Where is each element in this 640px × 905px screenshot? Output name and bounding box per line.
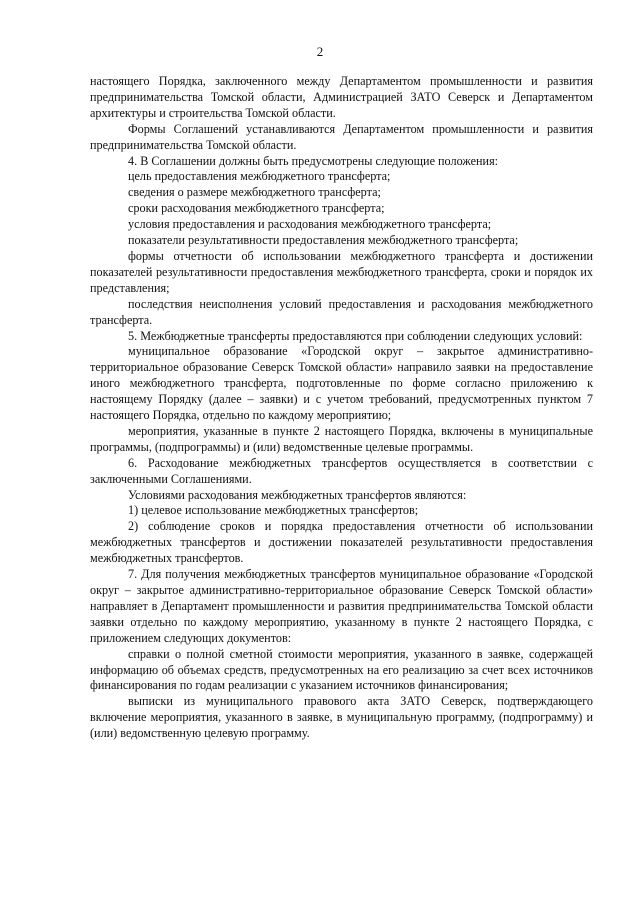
paragraph: 7. Для получения межбюджетных трансфертов муниципальное образование «Городской округ – закрытое административно-территориальное образование Северск Томской области» направляет в Департамент промышленности и развития предпринимательства Томской области заявки отдельно по каждому мероприятию, указанному в пункте 2 настоящего Порядка, с приложением следующих документов: [90,567,593,645]
paragraph: муниципальное образование «Городской округ – закрытое административно-территориальное образование Северск Томской области» направило заявки на предоставление иного межбюджетного трансферта, подготовленные по форме согласно приложению к настоящему Порядку (далее – заявки) и с учетом требований, предусмотренных пунктом 7 настоящего Порядка, отдельно по каждому мероприятию; [90,344,593,423]
paragraph: цель предоставления межбюджетного трансферта; [128,169,391,184]
paragraph: справки о полной сметной стоимости мероприятия, указанного в заявке, содержащей информацию об объемах средств, предусмотренных на его реализацию за счет всех источников финансирования по годам реализации с указанием источников финансирования; [90,646,593,693]
paragraph: выписки из муниципального правового акта ЗАТО Северск, подтверждающего включение мероприятия, указанного в заявке, в муниципальную программу, (подпрограмму) и (или) ведомственную целевую программу. [90,694,593,741]
document-body [90,74,593,742]
paragraph: 5. Межбюджетные трансферты предоставляются при соблюдении следующих условий: [128,328,583,343]
paragraph: 6. Расходование межбюджетных трансфертов осуществляется в соответствии с заключенными Соглашениями. [90,455,593,486]
paragraph: сведения о размере межбюджетного трансферта; [128,185,381,200]
paragraph: сроки расходования межбюджетного трансферта; [128,201,385,216]
paragraph: последствия неисполнения условий предоставления и расходования межбюджетного трансферта. [90,296,593,327]
paragraph: мероприятия, указанные в пункте 2 настоящего Порядка, включены в муниципальные программы, (подпрограммы) и (или) ведомственные целевые программы. [90,423,593,454]
paragraph: формы отчетности об использовании межбюджетного трансферта и достижении показателей результативности предоставления межбюджетного трансферта, сроки и порядок их представления; [90,248,593,295]
paragraph: показатели результативности предоставления межбюджетного трансферта; [128,233,519,248]
paragraph: 2) соблюдение сроков и порядка предоставления отчетности об использовании межбюджетных трансфертов и достижении показателей результативности предоставления межбюджетных трансфертов. [90,519,593,566]
page-number: 2 [316,44,324,59]
paragraph: 1) целевое использование межбюджетных трансфертов; [128,503,419,518]
paragraph: 4. В Соглашении должны быть предусмотрены следующие положения: [128,153,499,168]
paragraph: Формы Соглашений устанавливаются Департаментом промышленности и развития предпринимательства Томской области. [90,121,593,152]
paragraph: условия предоставления и расходования межбюджетного трансферта; [128,217,492,232]
paragraph: Условиями расходования межбюджетных трансфертов являются: [128,487,467,502]
paragraph: настоящего Порядка, заключенного между Департаментом промышленности и развития предпринимательства Томской области, Администрацией ЗАТО Северск и Департаментом архитектуры и строительства Томской области. [90,74,593,120]
